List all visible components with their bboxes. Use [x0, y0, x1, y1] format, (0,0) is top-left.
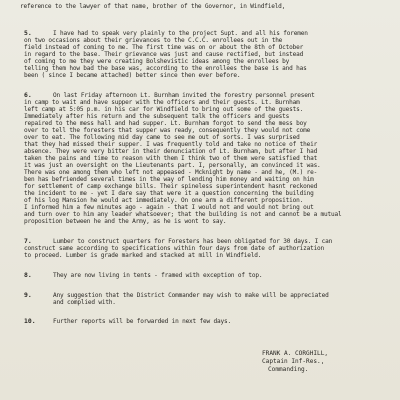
paragraph-6-line: and turn over to him any leader whatsoever; that the building is not and cannot be a mutual	[24, 211, 342, 218]
paragraph-8-line: They are now living in tents - framed with exception of top.	[53, 272, 263, 279]
paragraph-10-number: 10.	[24, 317, 36, 325]
paragraph-9-line: and complied with.	[53, 299, 116, 306]
paragraph-6-line: proposition between he and the Army, as he is wont to say.	[24, 218, 227, 225]
paragraph-6-line: in camp to wait and have supper with the officers and their guests. Lt. Burnham	[24, 99, 300, 106]
paragraph-5-line: I have had to speak very plainly to the project Supt. and all his foremen	[53, 30, 308, 37]
paragraph-6-line: for settlement of camp exchange bills. Their spineless superintendent hasnt reckoned	[24, 183, 318, 190]
paragraph-5-line: of coming to me they were creating Bolshevistic ideas among the enrollees by	[24, 58, 290, 65]
paragraph-6-line: taken the pains and time to reason with them I think two of them were satisfied that	[24, 155, 318, 162]
paragraph-6-line: left camp at 5:05 p.m. in his car for Windfield to bring out some of the guests.	[24, 106, 304, 113]
top-line: reference to the lawyer of that name, brother of the Governor, in Windfield,	[20, 3, 286, 10]
paragraph-9-line: Any suggestion that the District Commander may wish to make will be appreciated	[53, 292, 329, 299]
paragraph-8-number: 8.	[24, 271, 32, 279]
paragraph-5-line: on two occasions about their grievances to the C.C.C. enrollees out in the	[24, 37, 283, 44]
paragraph-6-line: absence. They were very bitter in their denunciation of Lt. Burnham, but after I had	[24, 148, 318, 155]
paragraph-5-line: telling them how bad the base was, according to the enrollees the base is and has	[24, 65, 307, 72]
signature-rank: Captain Inf-Res.,	[262, 358, 325, 365]
paragraph-6-line: over to tell the foresters that supper was ready, consequently they would not come	[24, 127, 311, 134]
paragraph-5-line: in regard to the base. Their grievance was just and cause rectified, but instead	[24, 51, 304, 58]
paragraph-7-line: Lumber to construct quarters for Foresters has been obligated for 30 days. I can	[53, 238, 333, 245]
paragraph-6-line: over to eat. The following mid day came to see me out of sorts. I was surprised	[24, 134, 300, 141]
paragraph-6-line: it was just an oversight on the Lieutenants part. I, personally, am convinced it was.	[24, 162, 321, 169]
paragraph-6-line: ben has befriended several times in the way of lending him money and waiting on him	[24, 176, 314, 183]
paragraph-6-line: of his log Mansion he would act immediately. On one arm a different proposition.	[24, 197, 304, 204]
paragraph-5-line: been ( since I became attached) better since then ever before.	[24, 72, 241, 79]
paragraph-6-line: the incident to me - yet I dare say that were it a question concerning the building	[24, 190, 314, 197]
paragraph-6-line: that they had missed their supper. I was frequently told and take no notice of their	[24, 141, 318, 148]
paragraph-7-line: to proceed. Lumber is grade marked and stacked at mill in Windfield.	[24, 252, 262, 259]
paragraph-6-line: repaired to the mess hall and had supper. Lt. Burnham forgot to send the mess boy	[24, 120, 307, 127]
signature-title: Commanding.	[268, 366, 309, 373]
paragraph-7-number: 7.	[24, 237, 32, 245]
paragraph-9-number: 9.	[24, 291, 32, 299]
paragraph-5-line: field instead of coming to me. The first time was on or about the 8th of October	[24, 44, 304, 51]
paragraph-6-number: 6.	[24, 91, 32, 99]
paragraph-6-line: On last Friday afternoon Lt. Burnham invited the forestry personnel present	[53, 92, 315, 99]
paragraph-6-line: There was one among them who left not appeased - Mcknight by name - and he, (M.) re-	[24, 169, 318, 176]
paragraph-7-line: construct same according to specifications within four days from date of authorization	[24, 245, 325, 252]
paragraph-5-number: 5.	[24, 29, 32, 37]
paragraph-6-line: I informed him a few minutes ago - again - that I would not and would not bring out	[24, 204, 314, 211]
paragraph-10-line: Further reports will be forwarded in next few days.	[53, 318, 231, 325]
paragraph-6-line: Immediately after his return and the subsequent talk the officers and guests	[24, 113, 290, 120]
signature-name: FRANK A. CORGHILL,	[262, 350, 329, 357]
